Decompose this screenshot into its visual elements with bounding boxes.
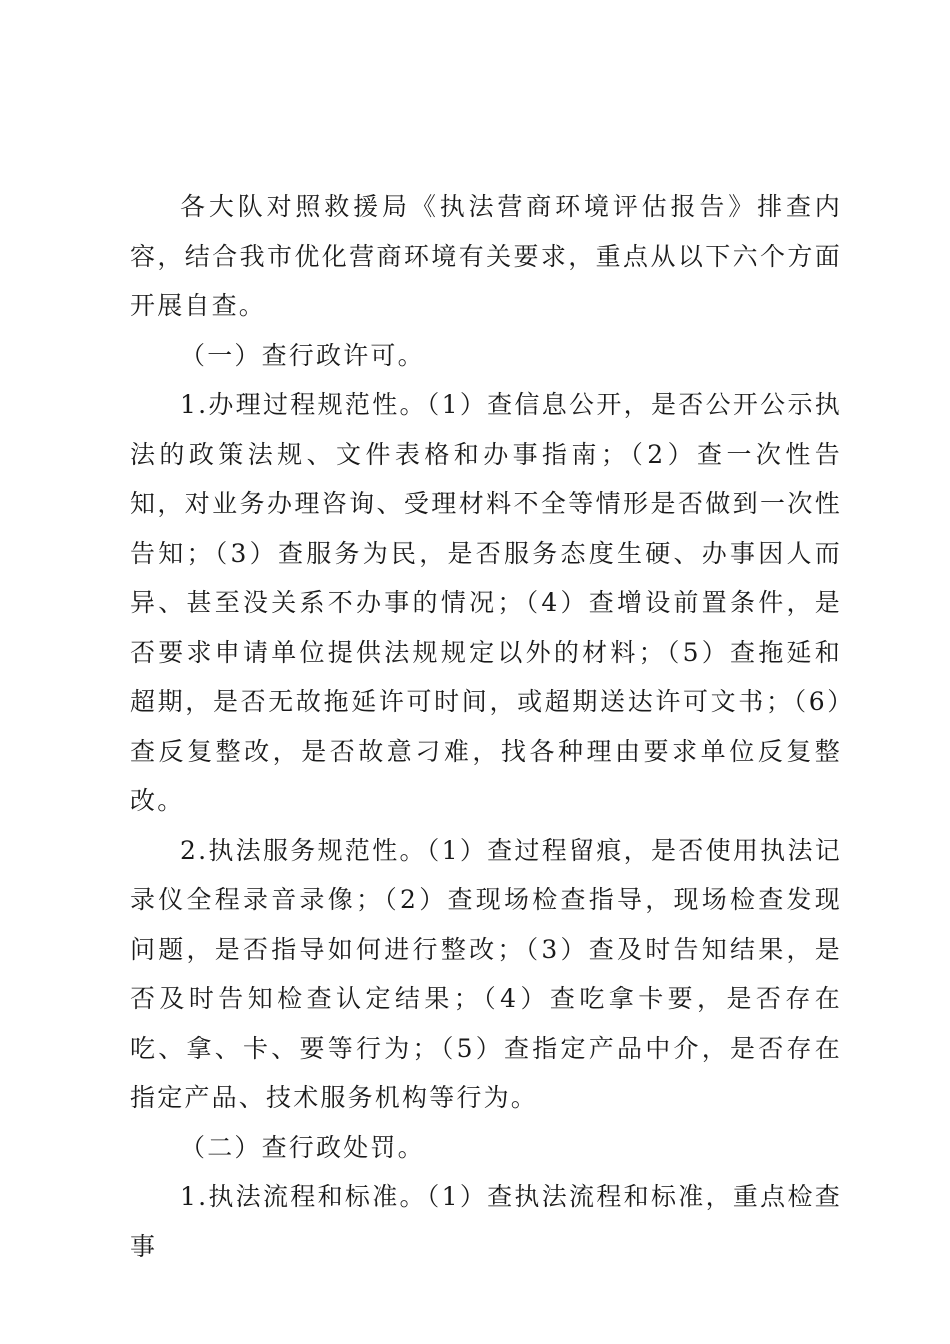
section-heading-2: （二）查行政处罚。 bbox=[180, 1132, 425, 1162]
paragraph-permit-process: 1.办理过程规范性。（1）查信息公开，是否公开公示执法的政策法规、文件表格和办事指南；（2）查一次性告知，对业务办理咨询、受理材料不全等情形是否做到一次性告知；（3）查服务为民，是否服务态度生硬、办事因人而异、甚至没关系不办事的情况；（4）查增设前置条件，是否要求申请单位提供法规规定以外的材料；（5）查拖延和超期，是否无故拖延许可时间，或超期送达许可文书；（6）查反复整改，是否故意刁难，找各种理由要求单位反复整改。 bbox=[130, 390, 842, 815]
paragraph-permit-service: 2.执法服务规范性。（1）查过程留痕，是否使用执法记录仪全程录音录像；（2）查现场检查指导，现场检查发现问题，是否指导如何进行整改；（3）查及时告知结果，是否及时告知检查认定结果；（4）查吃拿卡要，是否存在吃、拿、卡、要等行为；（5）查指定产品中介，是否存在指定产品、技术服务机构等行为。 bbox=[130, 835, 842, 1112]
section-heading-1: （一）查行政许可。 bbox=[180, 340, 425, 370]
paragraph-intro: 各大队对照救援局《执法营商环境评估报告》排查内容，结合我市优化营商环境有关要求，重点从以下六个方面开展自查。 bbox=[130, 192, 842, 320]
paragraph-penalty-process: 1.执法流程和标准。（1）查执法流程和标准，重点检查事 bbox=[130, 1182, 842, 1261]
document-body bbox=[130, 182, 842, 1271]
